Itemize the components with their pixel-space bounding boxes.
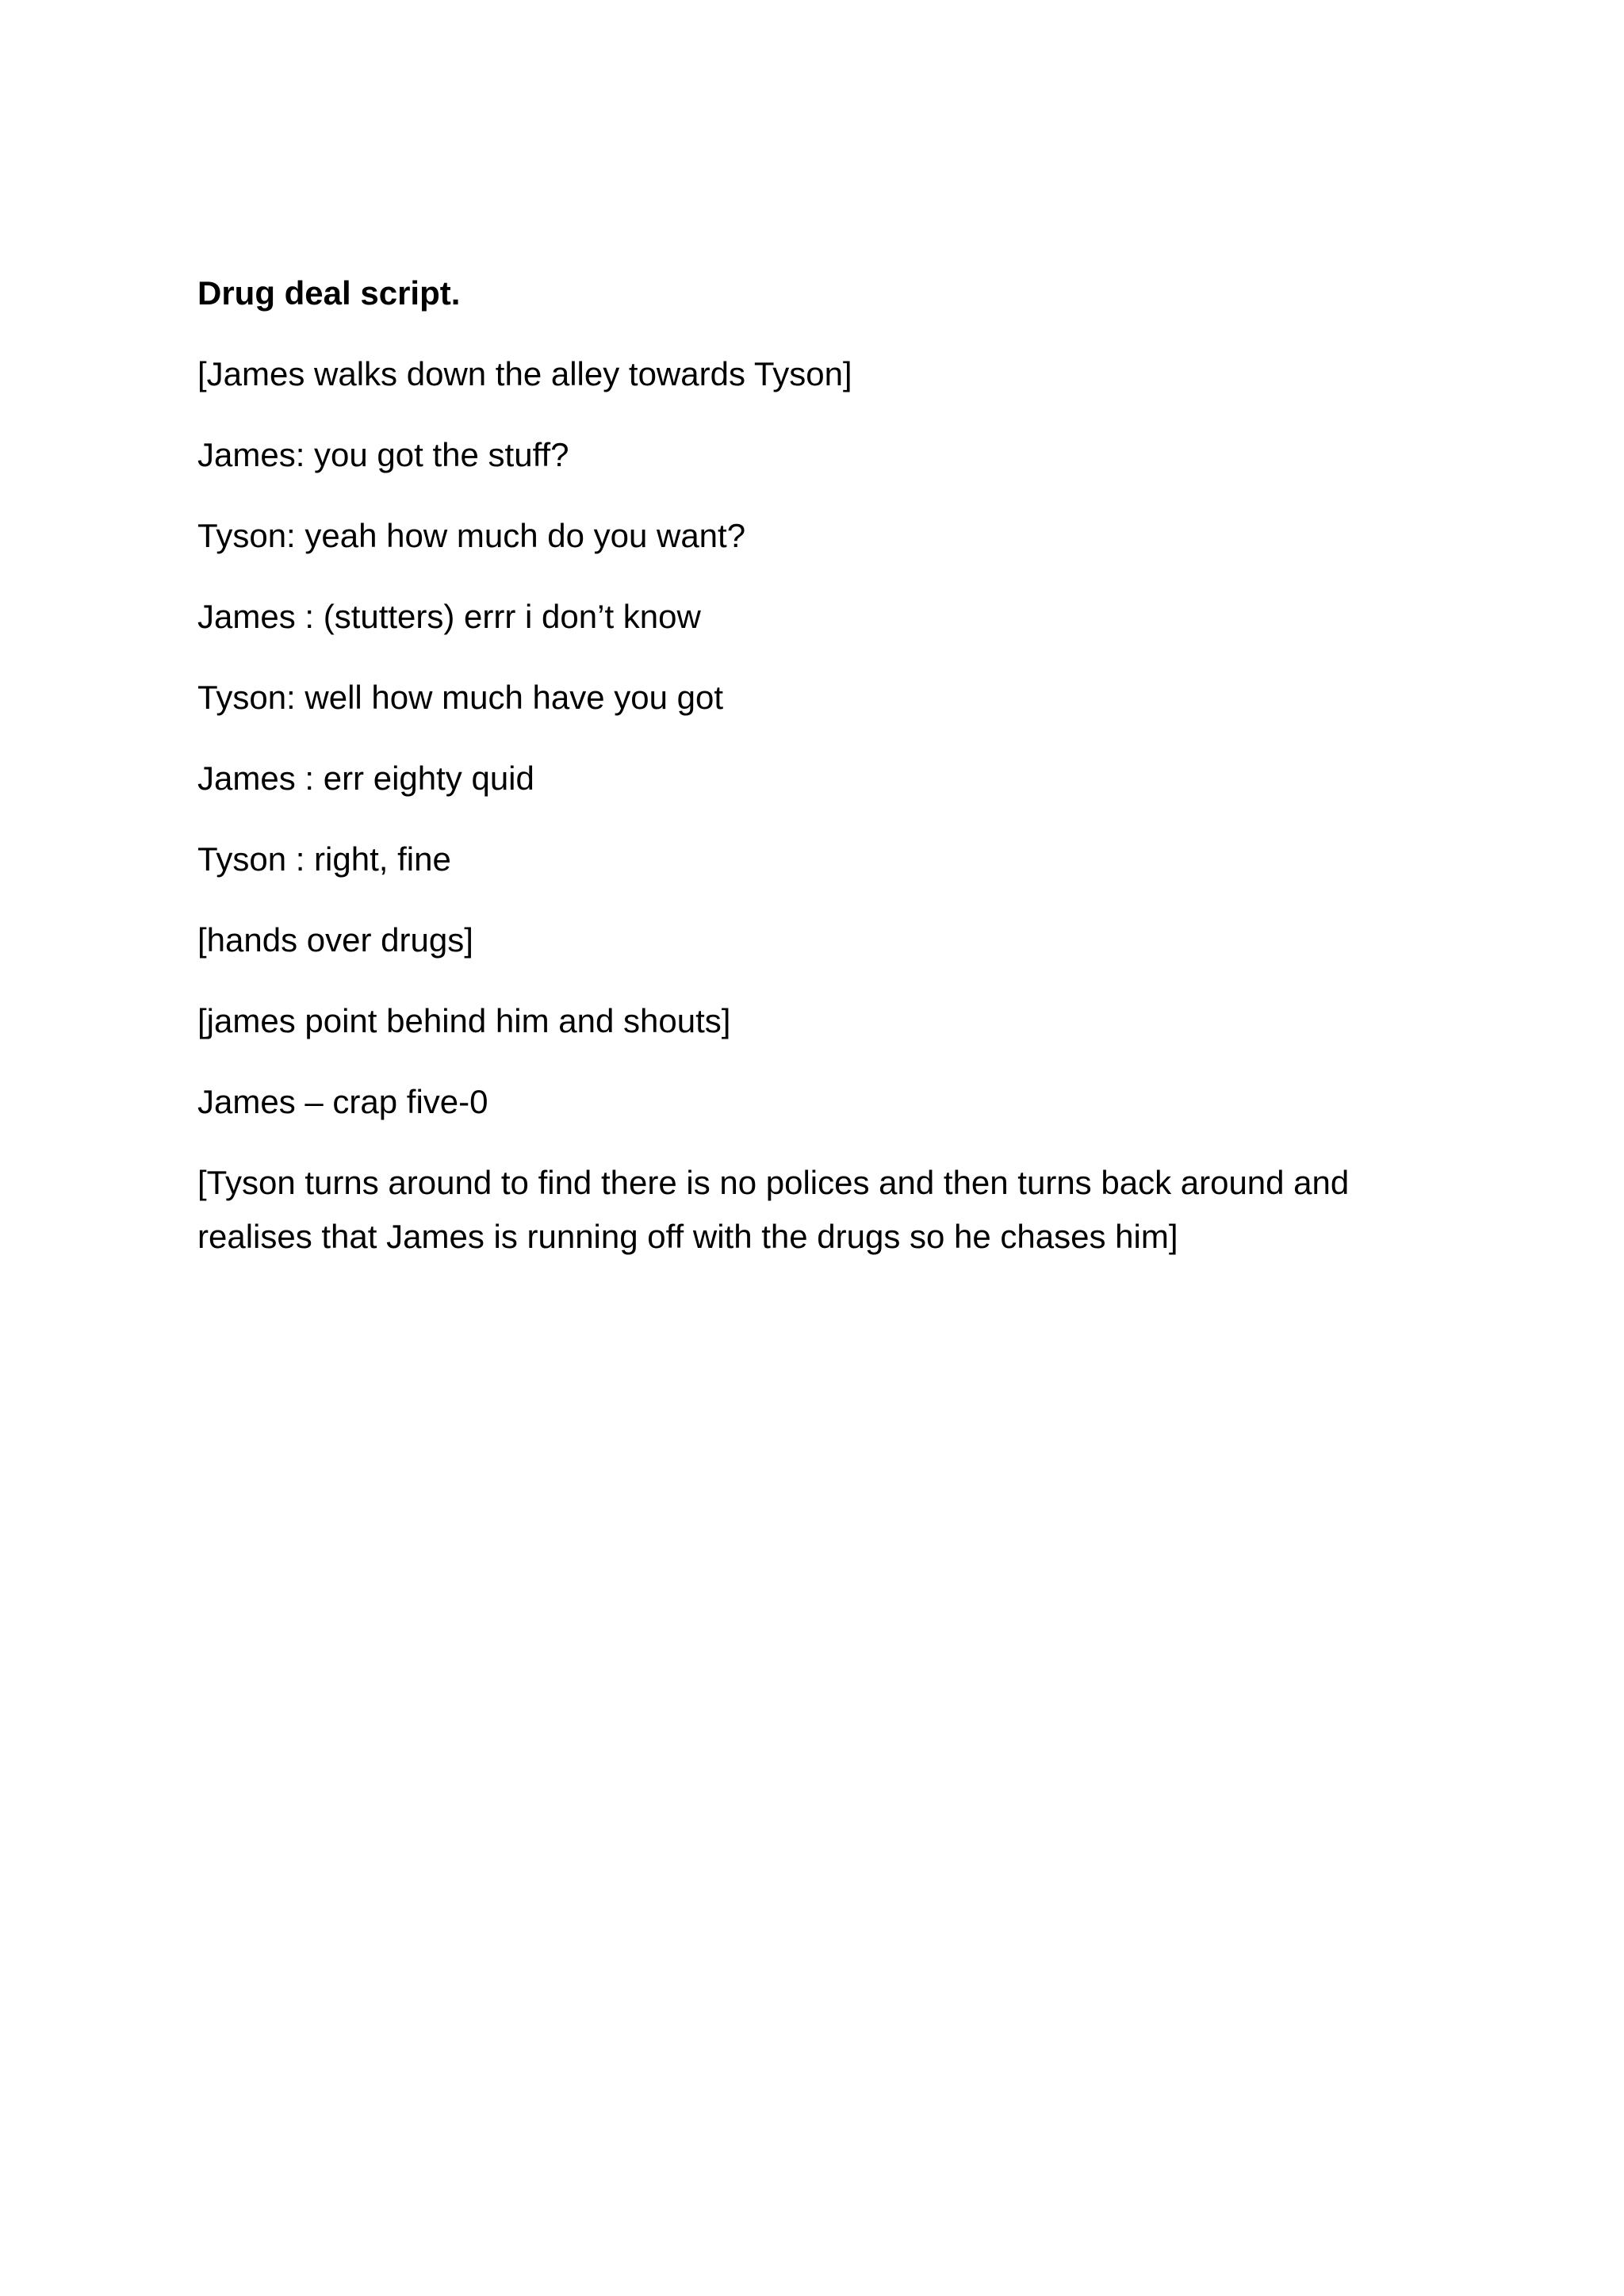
script-line: James : (stutters) errr i don’t know (197, 598, 701, 635)
script-line: Tyson: well how much have you got (197, 679, 724, 716)
script-line: [hands over drugs] (197, 921, 473, 959)
script-line: Tyson : right, fine (197, 840, 451, 878)
script-line: [Tyson turns around to find there is no polices and then turns back around and realises that James is running off with the drugs so he chases him] (197, 1164, 1350, 1255)
script-body (197, 266, 1434, 1291)
script-line: Tyson: yeah how much do you want? (197, 517, 746, 554)
script-line: [james point behind him and shouts] (197, 1002, 731, 1039)
script-line: [James walks down the alley towards Tyson] (197, 355, 852, 392)
script-line: James : err eighty quid (197, 760, 534, 797)
script-line: James – crap five-0 (197, 1083, 488, 1120)
document-title: Drug deal script. (197, 274, 461, 312)
script-line: James: you got the stuff? (197, 436, 569, 473)
